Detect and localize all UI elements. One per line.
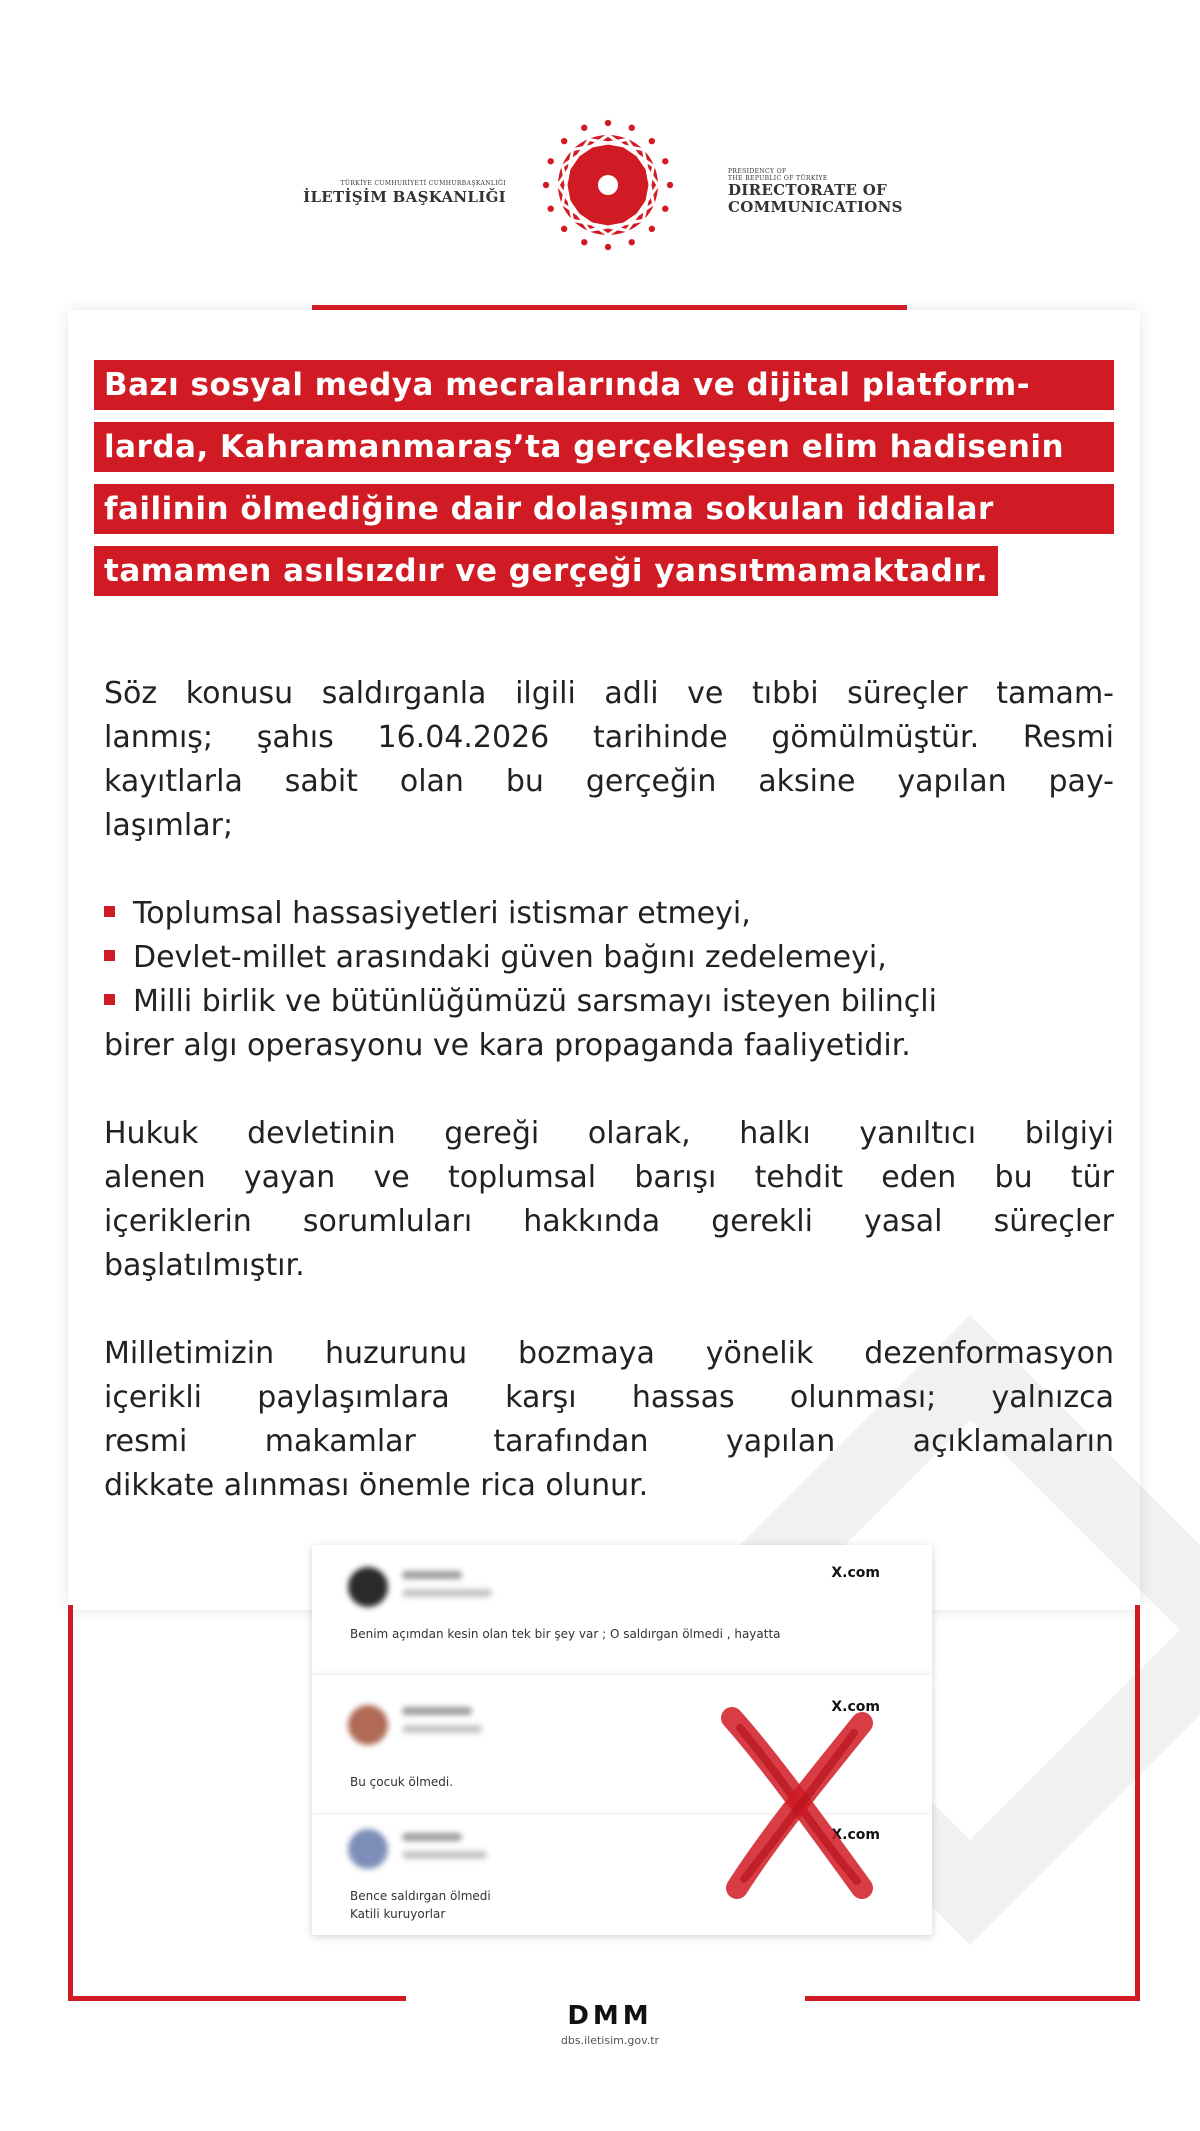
header-left-title: İLETİŞİM BAŞKANLIĞI: [303, 188, 506, 206]
header-right-title-2: COMMUNICATIONS: [728, 198, 903, 216]
header-left-wordmark: [262, 180, 506, 206]
paragraph-line: dikkate alınması önemle rica olunur.: [104, 1468, 649, 1503]
blurred-handle: [402, 1589, 492, 1597]
avatar: [348, 1567, 388, 1607]
bullet-text: Milli birlik ve bütünlüğümüzü sarsmayı isteyen bilinçli: [133, 984, 937, 1019]
paragraph-line: lanmış; şahıs 16.04.2026 tarihinde gömülmüştür. Resmi: [104, 720, 1114, 755]
footer-domain: dbs.iletisim.gov.tr: [560, 2034, 660, 2047]
header-right-small-2: THE REPUBLIC OF TÜRKİYE: [728, 175, 828, 182]
frame-right-divider: [1135, 1605, 1140, 2001]
tweet-text: Bu çocuk ölmedi.: [350, 1775, 454, 1789]
paragraph-line: kayıtlarla sabit olan bu gerçeğin aksine yapılan pay-: [104, 764, 1114, 799]
blurred-username: [402, 1571, 462, 1579]
header-right-title-1: DIRECTORATE OF: [728, 181, 888, 199]
headline-line: Bazı sosyal medya mecralarında ve dijital platform-: [94, 360, 1114, 410]
headline: [94, 360, 1114, 608]
header-right-wordmark: [728, 168, 968, 216]
paragraph-line: alenen yayan ve toplumsal barışı tehdit eden bu tür: [104, 1160, 1114, 1195]
headline-line: failinin ölmediğine dair dolaşıma sokulan iddialar: [94, 484, 1114, 534]
avatar: [348, 1829, 388, 1869]
bullet-square-icon: [104, 994, 115, 1005]
avatar: [348, 1705, 388, 1745]
frame-top-divider: [312, 305, 907, 310]
headline-line: tamamen asılsızdır ve gerçeği yansıtmamaktadır.: [94, 546, 998, 596]
bullet-square-icon: [104, 906, 115, 917]
paragraph-1: [104, 672, 1114, 848]
frame-left-divider: [68, 1605, 73, 2001]
tweet-text: Bence saldırgan ölmedi: [350, 1889, 491, 1903]
tweet-screenshots: [312, 1545, 932, 1935]
tweet-card: [312, 1545, 932, 1675]
statement-body: [104, 672, 1114, 1552]
paragraph-line: Söz konusu saldırganla ilgili adli ve tıbbi süreçler tamam-: [104, 676, 1114, 711]
red-cross-mark-icon: [712, 1703, 882, 1903]
paragraph-line: başlatılmıştır.: [104, 1248, 305, 1283]
header-right-small-1: PRESIDENCY OF: [728, 168, 787, 175]
headline-line: larda, Kahramanmaraş’ta gerçekleşen elim hadisenin: [94, 422, 1114, 472]
paragraph-line: içeriklerin sorumluları hakkında gerekli yasal süreçler: [104, 1204, 1114, 1239]
presidential-seal-icon: [538, 110, 678, 260]
blurred-username: [402, 1833, 462, 1841]
source-label: X.com: [831, 1565, 880, 1581]
header-left-small: TÜRKİYE CUMHURİYETİ CUMHURBAŞKANLIĞI: [340, 180, 506, 187]
paragraph-line: Hukuk devletinin gereği olarak, halkı yanıltıcı bilgiyi: [104, 1116, 1114, 1151]
blurred-username: [402, 1707, 472, 1715]
tweet-text: Benim açımdan kesin olan tek bir şey var ; O saldırgan ölmedi , hayatta: [350, 1627, 781, 1641]
source-label: X.com: [831, 1699, 880, 1715]
bullet-continuation: birer algı operasyonu ve kara propaganda faaliyetidir.: [104, 1028, 911, 1063]
bullet-item: [104, 936, 1114, 980]
bullet-item: [104, 980, 1114, 1024]
bullet-item: [104, 892, 1114, 936]
dmm-logo: DMM: [567, 2001, 653, 2031]
paragraph-2: [104, 1112, 1114, 1288]
paragraph-line: içerikli paylaşımlara karşı hassas olunması; yalnızca: [104, 1380, 1114, 1415]
bullet-text: Toplumsal hassasiyetleri istismar etmeyi,: [133, 896, 751, 931]
tweet-text: Katili kuruyorlar: [350, 1907, 446, 1921]
bullet-text: Devlet-millet arasındaki güven bağını zedelemeyi,: [133, 940, 887, 975]
frame-bottom-left-divider: [68, 1996, 406, 2001]
paragraph-line: laşımlar;: [104, 808, 234, 843]
footer: [540, 2002, 680, 2047]
blurred-handle: [402, 1725, 482, 1733]
paragraph-line: Milletimizin huzurunu bozmaya yönelik dezenformasyon: [104, 1336, 1114, 1371]
blurred-handle: [402, 1851, 487, 1859]
source-label: X.com: [831, 1827, 880, 1843]
frame-bottom-right-divider: [805, 1996, 1140, 2001]
bullet-list: [104, 892, 1114, 1068]
paragraph-3: [104, 1332, 1114, 1508]
header: [0, 110, 1200, 270]
bullet-square-icon: [104, 950, 115, 961]
paragraph-line: resmi makamlar tarafından yapılan açıklamaların: [104, 1424, 1114, 1459]
